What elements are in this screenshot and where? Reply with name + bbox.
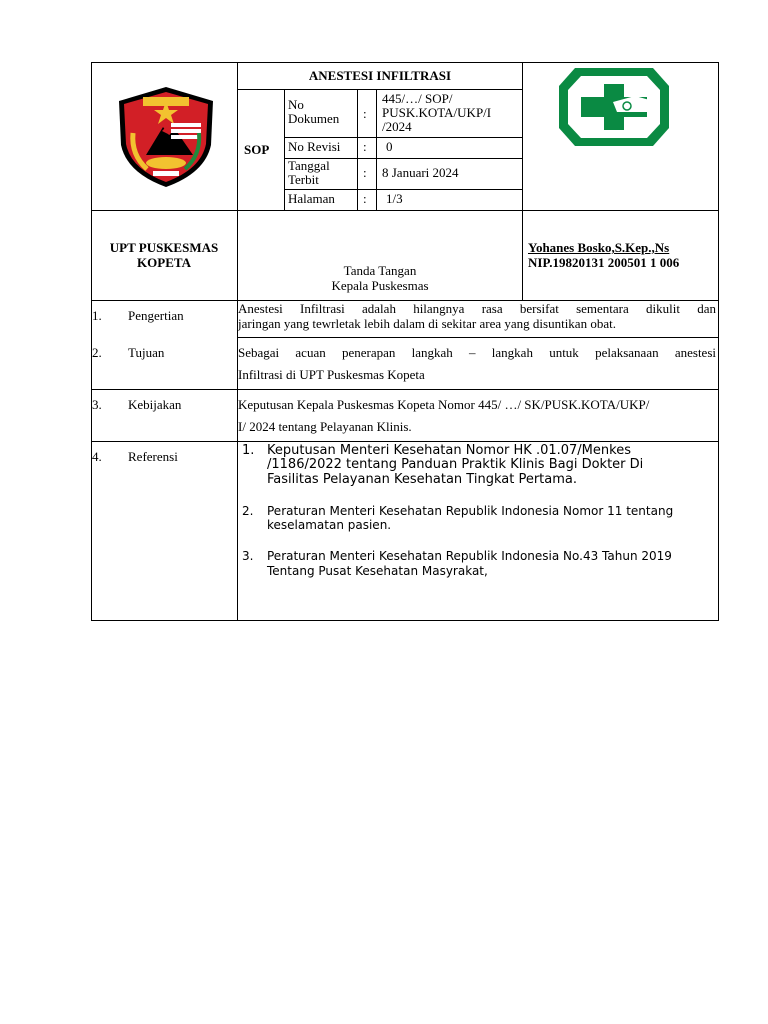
sop-label: SOP (244, 142, 270, 157)
org-name-line1: UPT PUSKESMAS (109, 240, 219, 255)
health-cross-icon (557, 66, 671, 148)
tujuan-line2: Infiltrasi di UPT Puskesmas Kopeta (238, 367, 425, 382)
reference-3-line1: Peraturan Menteri Kesehatan Republik Indonesia No.43 Tahun 2019 (267, 549, 672, 563)
no-revisi-label: No Revisi (288, 139, 341, 154)
label-divider (357, 89, 358, 210)
table-border-top (91, 62, 719, 63)
reference-1-line3: Fasilitas Pelayanan Kesehatan Tingkat Pertama. (267, 472, 577, 487)
colon: : (363, 139, 367, 154)
reference-number: 1. (242, 443, 255, 458)
section-title-kebijakan: Kebijakan (128, 397, 182, 412)
pengertian-line2: jaringan yang tewrletak lebih dalam di sekitar area yang disuntikan obat. (238, 316, 616, 331)
section-divider (237, 337, 719, 338)
no-dokumen-value-line3: /2024 (382, 119, 412, 134)
colon: : (363, 191, 367, 206)
reference-1-line1: Keputusan Menteri Kesehatan Nomor HK .01.07/Menkes (267, 443, 631, 458)
halaman-value: 1/3 (386, 191, 403, 206)
reference-number: 3. (242, 549, 254, 563)
table-border-bottom (91, 620, 719, 621)
no-revisi-value: 0 (386, 139, 393, 154)
kebijakan-line1: Keputusan Kepala Puskesmas Kopeta Nomor 445/ …/ SK/PUSK.KOTA/UKP/ (238, 397, 650, 412)
row-divider (284, 189, 523, 190)
signature-role: Kepala Puskesmas (331, 278, 429, 293)
section-title-pengertian: Pengertian (128, 308, 184, 323)
section-number: 1. (92, 308, 102, 323)
section-divider (91, 389, 719, 390)
table-border-right (718, 62, 719, 621)
pengertian-line1: Anestesi Infiltrasi adalah hilangnya rasa bersifat sementara dikulit dan (238, 301, 716, 316)
halaman-label: Halaman (288, 191, 335, 206)
colon: : (363, 106, 367, 121)
section-number: 2. (92, 345, 102, 360)
tanggal-terbit-value: 8 Januari 2024 (382, 165, 459, 180)
document-title: ANESTESI INFILTRASI (308, 68, 452, 83)
signatory-name: Yohanes Bosko,S.Kep.,Ns (528, 240, 670, 255)
no-dokumen-label: No Dokumen (288, 97, 340, 126)
no-dokumen-value-line1: 445/…/ SOP/ (382, 91, 453, 106)
section-number: 3. (92, 397, 102, 412)
signatory-nip: NIP.19820131 200501 1 006 (528, 255, 680, 270)
section-divider (91, 441, 719, 442)
colon: : (363, 165, 367, 180)
kebijakan-line2: I/ 2024 tentang Pelayanan Klinis. (238, 419, 412, 434)
reference-2-line1: Peraturan Menteri Kesehatan Republik Indonesia Nomor 11 tentang (267, 504, 674, 518)
section-title-tujuan: Tujuan (128, 345, 165, 360)
tujuan-line1: Sebagai acuan penerapan langkah – langkah untuk pelaksanaan anestesi (238, 345, 716, 360)
tanggal-terbit-label: Tanggal Terbit (288, 158, 330, 187)
column-divider (237, 62, 238, 621)
colon-divider (376, 89, 377, 210)
reference-2-line2: keselamatan pasien. (267, 518, 392, 532)
section-number: 4. (92, 449, 102, 464)
header-bottom-divider (91, 210, 719, 211)
org-name-line2: KOPETA (137, 255, 191, 270)
no-dokumen-value-line2: PUSK.KOTA/UKP/I (382, 105, 492, 120)
table-border-left (91, 62, 92, 621)
reference-1-line2: /1186/2022 tentang Panduan Praktik Klinis Bagi Dokter Di (267, 457, 644, 472)
reference-number: 2. (242, 504, 254, 518)
row-divider (284, 137, 523, 138)
title-divider (237, 89, 523, 90)
signature-label: Tanda Tangan (343, 263, 417, 278)
reference-3-line2: Tentang Pusat Kesehatan Masyrakat, (267, 564, 488, 578)
regency-crest-icon (113, 83, 219, 191)
section-title-referensi: Referensi (128, 449, 178, 464)
sop-divider (284, 89, 285, 210)
